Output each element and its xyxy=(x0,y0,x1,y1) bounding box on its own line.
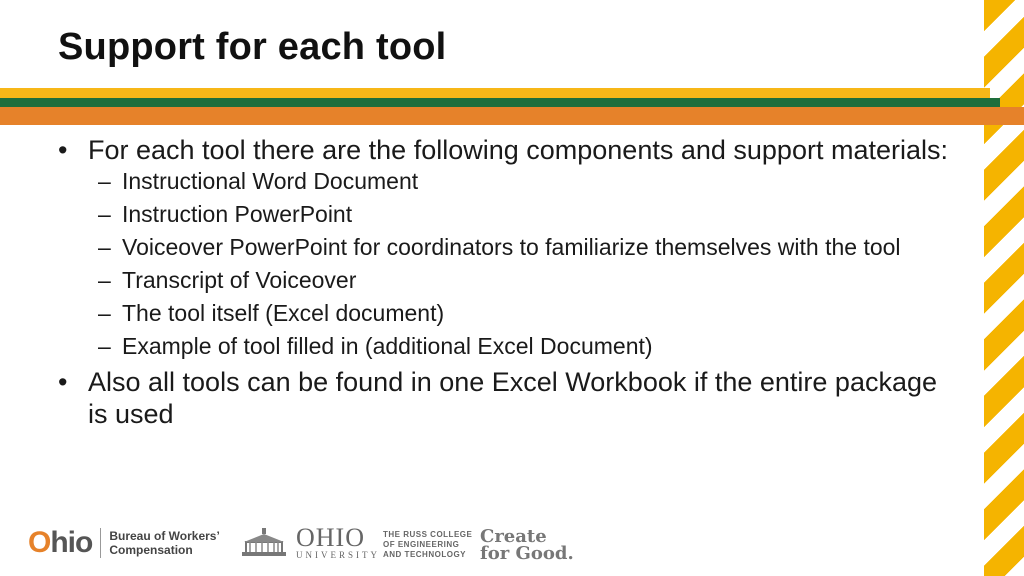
sub-bullet-list xyxy=(58,168,958,360)
right-stripe-decoration xyxy=(984,0,1024,576)
sub-bullet-item xyxy=(98,267,958,294)
dash-icon: – xyxy=(98,234,111,260)
dash-icon: – xyxy=(98,333,111,359)
ohio-wordmark: Ohio xyxy=(28,526,93,559)
bullet-text: Also all tools can be found in one Excel Workbook if the entire package is used xyxy=(88,367,938,429)
header-band-green xyxy=(0,98,1000,107)
sub-bullet-text: Transcript of Voiceover xyxy=(122,267,357,293)
logo-divider xyxy=(100,528,101,558)
slide-body xyxy=(58,134,958,430)
create-for-good-logo: Create for Good. xyxy=(480,526,574,564)
dash-icon: – xyxy=(98,201,111,227)
russ-college-logo: THE RUSS COLLEGE OF ENGINEERING AND TECHNOLOGY xyxy=(383,530,473,559)
sub-bullet-text: Voiceover PowerPoint for coordinators to familiarize themselves with the tool xyxy=(122,234,901,260)
sub-bullet-item xyxy=(98,201,958,228)
bullet-icon: • xyxy=(58,367,68,397)
ohio-university-logo xyxy=(238,523,380,560)
sub-bullet-item xyxy=(98,168,958,195)
dash-icon: – xyxy=(98,300,111,326)
bullet-icon: • xyxy=(58,135,68,165)
bullet-item xyxy=(58,134,958,166)
sub-bullet-item xyxy=(98,300,958,327)
dash-icon: – xyxy=(98,267,111,293)
header-band-yellow xyxy=(0,88,990,98)
ohio-university-wordmark: OHIO UNIVERSITY xyxy=(296,523,380,560)
sub-bullet-text: Instruction PowerPoint xyxy=(122,201,353,227)
bwc-name: Bureau of Workers’ Compensation xyxy=(109,529,220,557)
building-seal-icon xyxy=(238,526,290,560)
sub-bullet-text: Example of tool filled in (additional Excel Document) xyxy=(122,333,653,359)
sub-bullet-text: Instructional Word Document xyxy=(122,168,419,194)
sub-bullet-item xyxy=(98,333,958,360)
sub-bullet-item xyxy=(98,234,958,261)
bullet-text: For each tool there are the following components and support materials: xyxy=(88,135,948,165)
sub-bullet-text: The tool itself (Excel document) xyxy=(122,300,445,326)
header-band-orange xyxy=(0,107,1024,125)
bwc-logo xyxy=(28,526,220,560)
dash-icon: – xyxy=(98,168,111,194)
bullet-item xyxy=(58,366,958,430)
slide-title: Support for each tool xyxy=(58,26,447,68)
footer-logos xyxy=(0,520,980,570)
